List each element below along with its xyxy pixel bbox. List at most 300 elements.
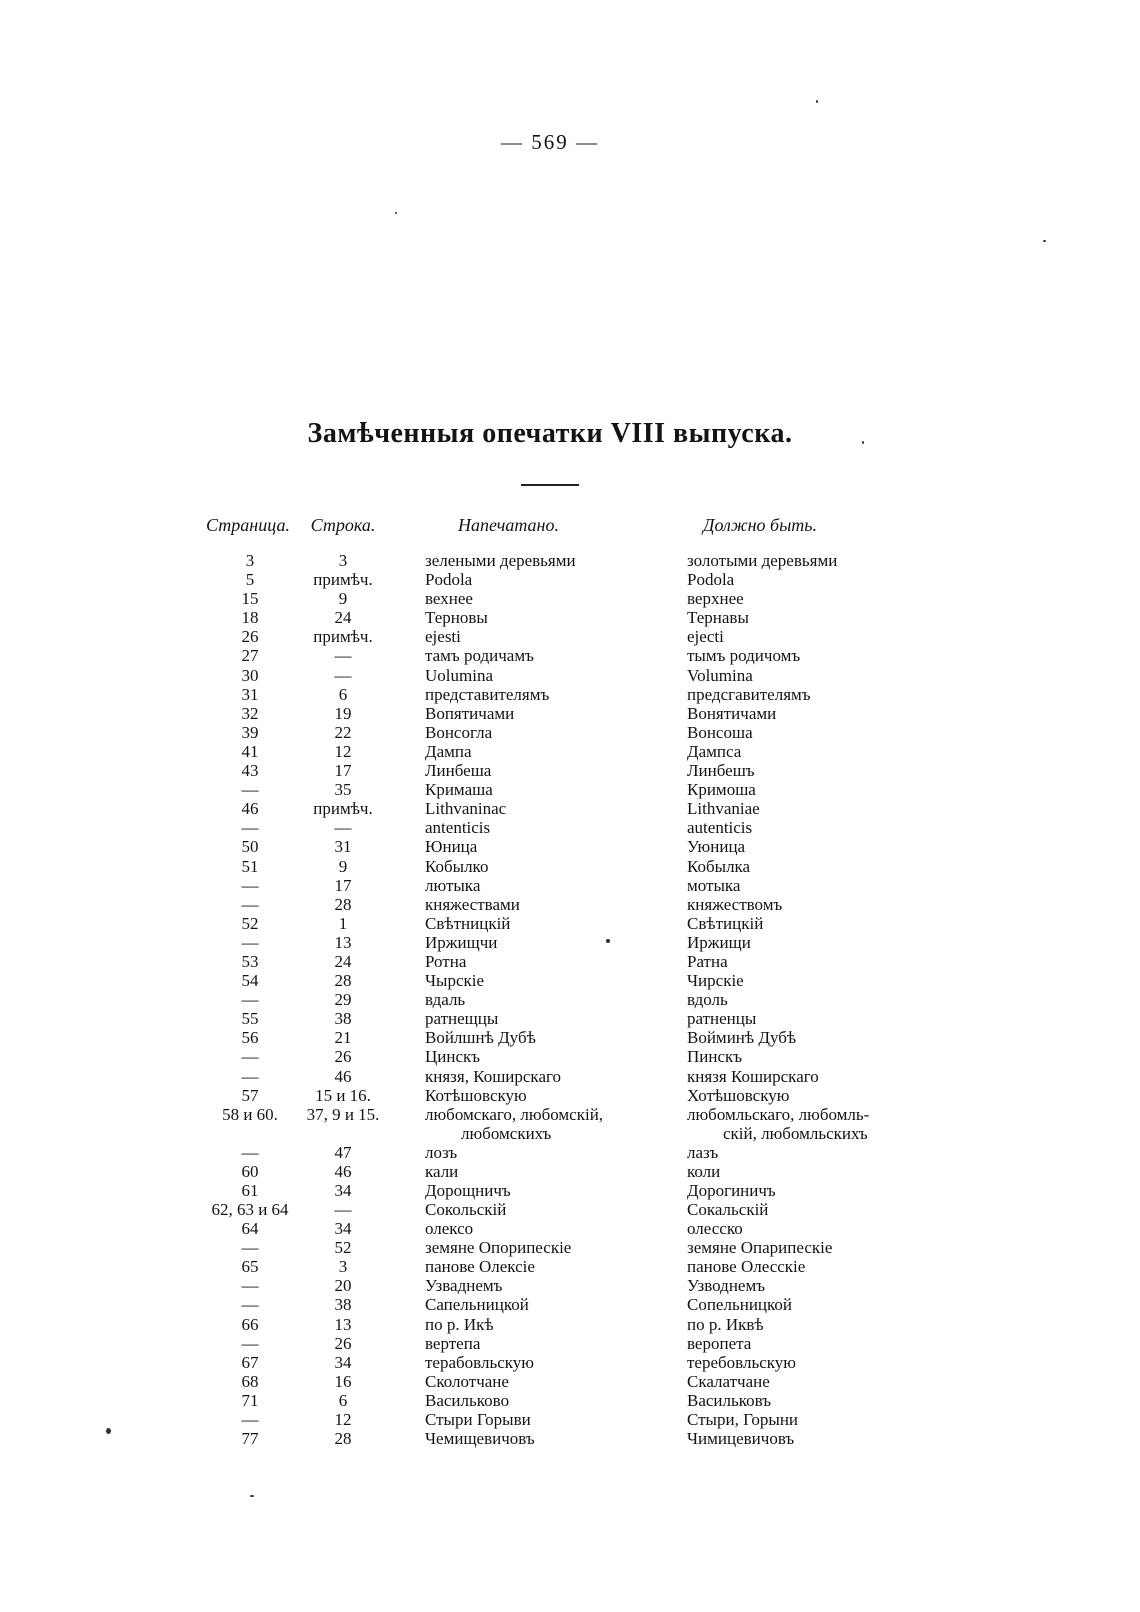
cell-printed [425, 1181, 680, 1200]
table-body [200, 551, 920, 1448]
cell-correct [687, 1067, 920, 1086]
cell-correct [687, 1047, 920, 1066]
cell-correct [687, 666, 920, 685]
cell-correct-text: Чирскіе [687, 971, 744, 991]
cell-printed [425, 1391, 680, 1410]
cell-correct-text: Линбешъ [687, 761, 755, 781]
cell-line-text: 3 [338, 551, 348, 570]
cell-correct-text: Сокальскій [687, 1200, 769, 1219]
cell-correct [687, 742, 920, 761]
cell-line [300, 1047, 386, 1066]
cell-correct [687, 1257, 920, 1276]
cell-correct-text: Васильковъ [687, 1390, 772, 1410]
cell-correct-text: мотыка [687, 875, 741, 895]
cell-page-text: 46 [241, 799, 259, 819]
errata-table [200, 515, 920, 1448]
cell-line [300, 1143, 386, 1162]
cell-line [300, 1238, 386, 1257]
cell-page [200, 1429, 300, 1448]
cell-printed-text: лютыка [425, 875, 481, 895]
cell-page [200, 1009, 300, 1028]
cell-printed-text: олексо [425, 1219, 474, 1239]
cell-correct-continuation: скій, любомльскихъ [723, 1123, 868, 1143]
cell-line-text: 16 [334, 1371, 352, 1391]
cell-page-text: 15 [241, 589, 259, 609]
cell-page-text: 67 [241, 1352, 259, 1372]
cell-line-text: — [334, 1200, 352, 1219]
table-row [200, 627, 920, 646]
cell-line-text: 26 [334, 1333, 352, 1353]
cell-printed [425, 1257, 680, 1276]
cell-correct-text: Чимицевичовъ [687, 1429, 795, 1449]
cell-line-text: 22 [334, 722, 352, 742]
table-row [200, 857, 920, 876]
cell-printed [425, 761, 680, 780]
cell-printed [425, 627, 680, 646]
table-row [200, 1162, 920, 1181]
cell-correct-text: Кобылка [687, 856, 751, 876]
table-row [200, 799, 920, 818]
cell-line [300, 1334, 386, 1353]
cell-line [300, 799, 386, 818]
title-rule [521, 484, 579, 486]
table-row [200, 990, 920, 1009]
cell-page [200, 818, 300, 837]
cell-page [200, 685, 300, 704]
cell-page [200, 876, 300, 895]
cell-line-text: 47 [334, 1142, 352, 1162]
cell-page [200, 914, 300, 933]
cell-line [300, 723, 386, 742]
cell-printed-text: вехнее [425, 589, 473, 609]
cell-page [200, 646, 300, 665]
cell-correct-text: Lithvaniae [687, 799, 760, 819]
cell-line-text: 9 [338, 856, 348, 876]
table-row [200, 1028, 920, 1047]
cell-correct [687, 857, 920, 876]
cell-page [200, 1143, 300, 1162]
cell-page [200, 1257, 300, 1276]
cell-line-text: 34 [334, 1180, 352, 1200]
cell-printed-text: Ротна [425, 951, 467, 971]
cell-page [200, 742, 300, 761]
table-row [200, 1257, 920, 1276]
cell-correct-text: тымъ родичомъ [687, 646, 801, 666]
table-row [200, 914, 920, 933]
cell-printed-text: Цинскъ [425, 1047, 481, 1067]
cell-correct-text: по р. Иквѣ [687, 1314, 764, 1334]
cell-printed-text: зелеными деревьями [425, 551, 576, 570]
cell-page [200, 1276, 300, 1295]
cell-printed [425, 1238, 680, 1257]
cell-line-text: 38 [334, 1009, 352, 1029]
cell-printed [425, 971, 680, 990]
table-row [200, 1009, 920, 1028]
cell-line [300, 895, 386, 914]
cell-line [300, 857, 386, 876]
cell-printed-text: Сапельницкой [425, 1295, 529, 1315]
cell-correct [687, 685, 920, 704]
cell-line [300, 1372, 386, 1391]
cell-line-text: 46 [334, 1161, 352, 1181]
cell-correct-text: вдоль [687, 990, 728, 1010]
cell-correct [687, 933, 920, 952]
cell-correct [687, 1410, 920, 1429]
cell-correct-text: Иржищи [687, 932, 751, 952]
cell-page-text: 5 [245, 570, 255, 590]
table-row [200, 646, 920, 665]
scan-speck [250, 1495, 254, 1497]
cell-page-text: 77 [241, 1429, 259, 1449]
cell-correct-text: лазъ [687, 1142, 719, 1162]
cell-line [300, 990, 386, 1009]
cell-printed [425, 914, 680, 933]
cell-correct [687, 551, 920, 570]
cell-page-text: 62, 63 и 64 [211, 1200, 289, 1219]
cell-printed-text: Кобылко [425, 856, 489, 876]
cell-printed-text: кали [425, 1161, 459, 1181]
cell-page [200, 990, 300, 1009]
table-row [200, 1219, 920, 1238]
cell-page-text: — [241, 1410, 259, 1430]
cell-correct-text: Дампса [687, 741, 742, 761]
cell-correct-text: Podola [687, 570, 735, 590]
cell-line [300, 1295, 386, 1314]
cell-correct [687, 704, 920, 723]
table-row [200, 1429, 920, 1448]
cell-printed [425, 1372, 680, 1391]
cell-printed-text: Стыри Горыви [425, 1410, 531, 1430]
cell-line-text: примѣч. [313, 799, 373, 819]
cell-page-text: 64 [241, 1219, 259, 1239]
table-row [200, 589, 920, 608]
cell-printed [425, 1162, 680, 1181]
cell-correct [687, 1353, 920, 1372]
cell-correct [687, 1334, 920, 1353]
cell-printed [425, 1429, 680, 1448]
cell-printed [425, 837, 680, 856]
cell-page-text: 71 [241, 1390, 259, 1410]
scan-speck [606, 939, 610, 943]
cell-printed [425, 818, 680, 837]
cell-correct-text: Дорогиничъ [687, 1180, 776, 1200]
cell-correct [687, 1200, 920, 1219]
table-row [200, 780, 920, 799]
cell-correct [687, 818, 920, 837]
cell-correct [687, 570, 920, 589]
cell-page-text: — [241, 1333, 259, 1353]
cell-line [300, 589, 386, 608]
cell-printed [425, 876, 680, 895]
cell-line-text: — [334, 646, 352, 666]
cell-page-text: — [241, 1047, 259, 1067]
cell-printed-text: представителямъ [425, 684, 550, 704]
cell-line [300, 1410, 386, 1429]
cell-page-text: — [241, 818, 259, 838]
cell-correct-text: Вонятичами [687, 703, 777, 723]
cell-page [200, 1391, 300, 1410]
cell-line-text: 35 [334, 780, 352, 800]
cell-page [200, 1162, 300, 1181]
cell-printed-text: Свѣтницкій [425, 913, 511, 933]
cell-printed [425, 1200, 680, 1219]
cell-line [300, 1009, 386, 1028]
cell-line-text: 34 [334, 1219, 352, 1239]
cell-line-text: 13 [334, 932, 352, 952]
table-row [200, 666, 920, 685]
scan-speck [1043, 240, 1046, 242]
cell-printed-text: терабовльскую [425, 1352, 534, 1372]
cell-page-text: — [241, 932, 259, 952]
cell-printed [425, 1105, 680, 1143]
cell-page [200, 761, 300, 780]
table-row [200, 1391, 920, 1410]
cell-printed [425, 895, 680, 914]
cell-printed-text: ратнещцы [425, 1009, 499, 1029]
cell-printed-text: Lithvaninac [425, 799, 507, 819]
table-row [200, 723, 920, 742]
cell-printed [425, 990, 680, 1009]
cell-page-text: 18 [241, 608, 259, 628]
cell-page-text: — [241, 990, 259, 1010]
cell-correct-text: предсгавителямъ [687, 684, 811, 704]
table-row [200, 1047, 920, 1066]
cell-line [300, 818, 386, 837]
cell-page [200, 1219, 300, 1238]
cell-line-text: 21 [334, 1028, 352, 1048]
cell-line-text: 13 [334, 1314, 352, 1334]
cell-page [200, 895, 300, 914]
cell-page-text: — [241, 780, 259, 800]
cell-correct-text: ратненцы [687, 1009, 757, 1029]
cell-correct-text: панове Олесскіе [687, 1257, 806, 1277]
header-line: Строка. [310, 515, 376, 535]
cell-page-text: 57 [241, 1085, 259, 1105]
cell-printed [425, 723, 680, 742]
cell-printed-text: земяне Опорипескіе [425, 1238, 572, 1258]
table-row [200, 1086, 920, 1105]
cell-correct [687, 1276, 920, 1295]
cell-line [300, 971, 386, 990]
cell-page-text: 61 [241, 1180, 259, 1200]
cell-line [300, 1257, 386, 1276]
table-row [200, 704, 920, 723]
cell-line [300, 876, 386, 895]
cell-line-text: — [334, 665, 352, 685]
cell-printed-text: Кримаша [425, 780, 493, 800]
cell-printed-text: тамъ родичамъ [425, 646, 534, 666]
cell-printed-text: Терновы [425, 608, 488, 628]
cell-correct [687, 1009, 920, 1028]
cell-line [300, 1162, 386, 1181]
table-row [200, 876, 920, 895]
cell-page-text: — [241, 1238, 259, 1258]
cell-printed-text: Podola [425, 570, 473, 590]
cell-correct [687, 1238, 920, 1257]
cell-correct-text: коли [687, 1161, 721, 1181]
table-row [200, 818, 920, 837]
cell-correct-text: верхнее [687, 589, 744, 609]
cell-page [200, 1315, 300, 1334]
cell-line-text: 12 [334, 741, 352, 761]
cell-page [200, 666, 300, 685]
cell-line-text: 3 [338, 1257, 348, 1277]
cell-line-text: 24 [334, 951, 352, 971]
cell-printed [425, 1295, 680, 1314]
cell-printed [425, 780, 680, 799]
cell-printed [425, 799, 680, 818]
cell-correct [687, 1372, 920, 1391]
cell-printed-text: antenticis [425, 818, 491, 838]
cell-printed [425, 1276, 680, 1295]
cell-printed [425, 666, 680, 685]
cell-line [300, 1391, 386, 1410]
cell-page [200, 570, 300, 589]
cell-line [300, 761, 386, 780]
cell-page-text: 60 [241, 1161, 259, 1181]
cell-printed-continuation: любомскихъ [461, 1123, 552, 1143]
cell-line-text: 20 [334, 1276, 352, 1296]
cell-line [300, 685, 386, 704]
cell-printed-text: Вонсогла [425, 722, 493, 742]
table-row [200, 1181, 920, 1200]
cell-correct-text: Хотѣшовскую [687, 1085, 790, 1105]
cell-line-text: 19 [334, 703, 352, 723]
cell-printed-text: Сокольскій [425, 1200, 507, 1219]
cell-line-text: 12 [334, 1410, 352, 1430]
cell-page-text: 58 и 60. [222, 1104, 278, 1124]
cell-page [200, 857, 300, 876]
cell-line [300, 914, 386, 933]
cell-correct-text: Узводнемъ [687, 1276, 766, 1296]
header-printed: Напечатано. [458, 515, 559, 535]
table-row [200, 1334, 920, 1353]
table-row [200, 952, 920, 971]
cell-correct [687, 1181, 920, 1200]
cell-page-text: 32 [241, 703, 259, 723]
cell-page-text: 66 [241, 1314, 259, 1334]
cell-printed [425, 704, 680, 723]
cell-correct [687, 971, 920, 990]
cell-line-text: 15 и 16. [315, 1085, 371, 1105]
cell-page [200, 1105, 300, 1124]
cell-correct [687, 1086, 920, 1105]
cell-page [200, 952, 300, 971]
cell-printed [425, 685, 680, 704]
table-row [200, 1410, 920, 1429]
cell-line [300, 551, 386, 570]
cell-correct [687, 1391, 920, 1410]
cell-page-text: — [241, 894, 259, 914]
cell-correct [687, 990, 920, 1009]
table-row [200, 1295, 920, 1314]
cell-printed [425, 952, 680, 971]
cell-line-text: 9 [338, 589, 348, 609]
cell-line-text: примѣч. [313, 570, 373, 590]
cell-printed [425, 646, 680, 665]
cell-line [300, 837, 386, 856]
cell-line [300, 570, 386, 589]
cell-line [300, 933, 386, 952]
cell-printed [425, 1353, 680, 1372]
cell-page-text: — [241, 1142, 259, 1162]
cell-page [200, 1200, 300, 1219]
cell-page-text: 54 [241, 971, 259, 991]
table-row [200, 742, 920, 761]
cell-printed-text: Чемищевичовъ [425, 1429, 535, 1449]
cell-page-text: — [241, 1295, 259, 1315]
cell-printed-text: панове Олексіе [425, 1257, 535, 1277]
cell-page [200, 837, 300, 856]
cell-page [200, 1067, 300, 1086]
cell-correct [687, 1219, 920, 1238]
cell-page [200, 723, 300, 742]
cell-printed-text: вертепа [425, 1333, 481, 1353]
table-row [200, 1067, 920, 1086]
cell-correct-text: Стыри, Горыни [687, 1410, 799, 1430]
cell-page-text: 27 [241, 646, 259, 666]
cell-printed-text: Вопятичами [425, 703, 515, 723]
cell-printed-text: ejesti [425, 627, 461, 647]
cell-page-text: — [241, 1276, 259, 1296]
cell-printed-text: Чырскіе [425, 971, 485, 991]
cell-line [300, 1429, 386, 1448]
cell-line [300, 1181, 386, 1200]
cell-correct-text: теребовльскую [687, 1352, 796, 1372]
cell-printed-text: Котѣшовскую [425, 1085, 527, 1105]
cell-line-text: — [334, 818, 352, 838]
cell-line [300, 952, 386, 971]
cell-page-text: 3 [245, 551, 255, 570]
cell-correct-text: Вонсоша [687, 722, 753, 742]
cell-printed-text: Линбеша [425, 761, 492, 781]
cell-line [300, 1028, 386, 1047]
cell-line-text: 24 [334, 608, 352, 628]
table-row [200, 1200, 920, 1219]
cell-line-text: 52 [334, 1238, 352, 1258]
cell-correct-text: Свѣтицкій [687, 913, 764, 933]
table-row [200, 895, 920, 914]
cell-line [300, 627, 386, 646]
cell-correct [687, 723, 920, 742]
cell-correct [687, 1295, 920, 1314]
cell-line-text: 6 [338, 1390, 348, 1410]
cell-page-text: 50 [241, 837, 259, 857]
cell-printed [425, 589, 680, 608]
cell-page [200, 1238, 300, 1257]
cell-line [300, 1315, 386, 1334]
cell-line [300, 780, 386, 799]
cell-correct [687, 837, 920, 856]
table-row [200, 933, 920, 952]
cell-printed [425, 1219, 680, 1238]
cell-line-text: 26 [334, 1047, 352, 1067]
cell-page [200, 608, 300, 627]
cell-page-text: 31 [241, 684, 259, 704]
cell-page [200, 627, 300, 646]
cell-correct [687, 627, 920, 646]
cell-page-text: 39 [241, 722, 259, 742]
table-row [200, 570, 920, 589]
cell-correct-text: Войминѣ Дубѣ [687, 1028, 797, 1048]
cell-line [300, 1105, 386, 1124]
table-row [200, 1143, 920, 1162]
cell-printed [425, 1315, 680, 1334]
cell-line [300, 608, 386, 627]
cell-printed-text: Войлшнѣ Дубѣ [425, 1028, 536, 1048]
cell-printed [425, 1009, 680, 1028]
cell-printed [425, 1067, 680, 1086]
